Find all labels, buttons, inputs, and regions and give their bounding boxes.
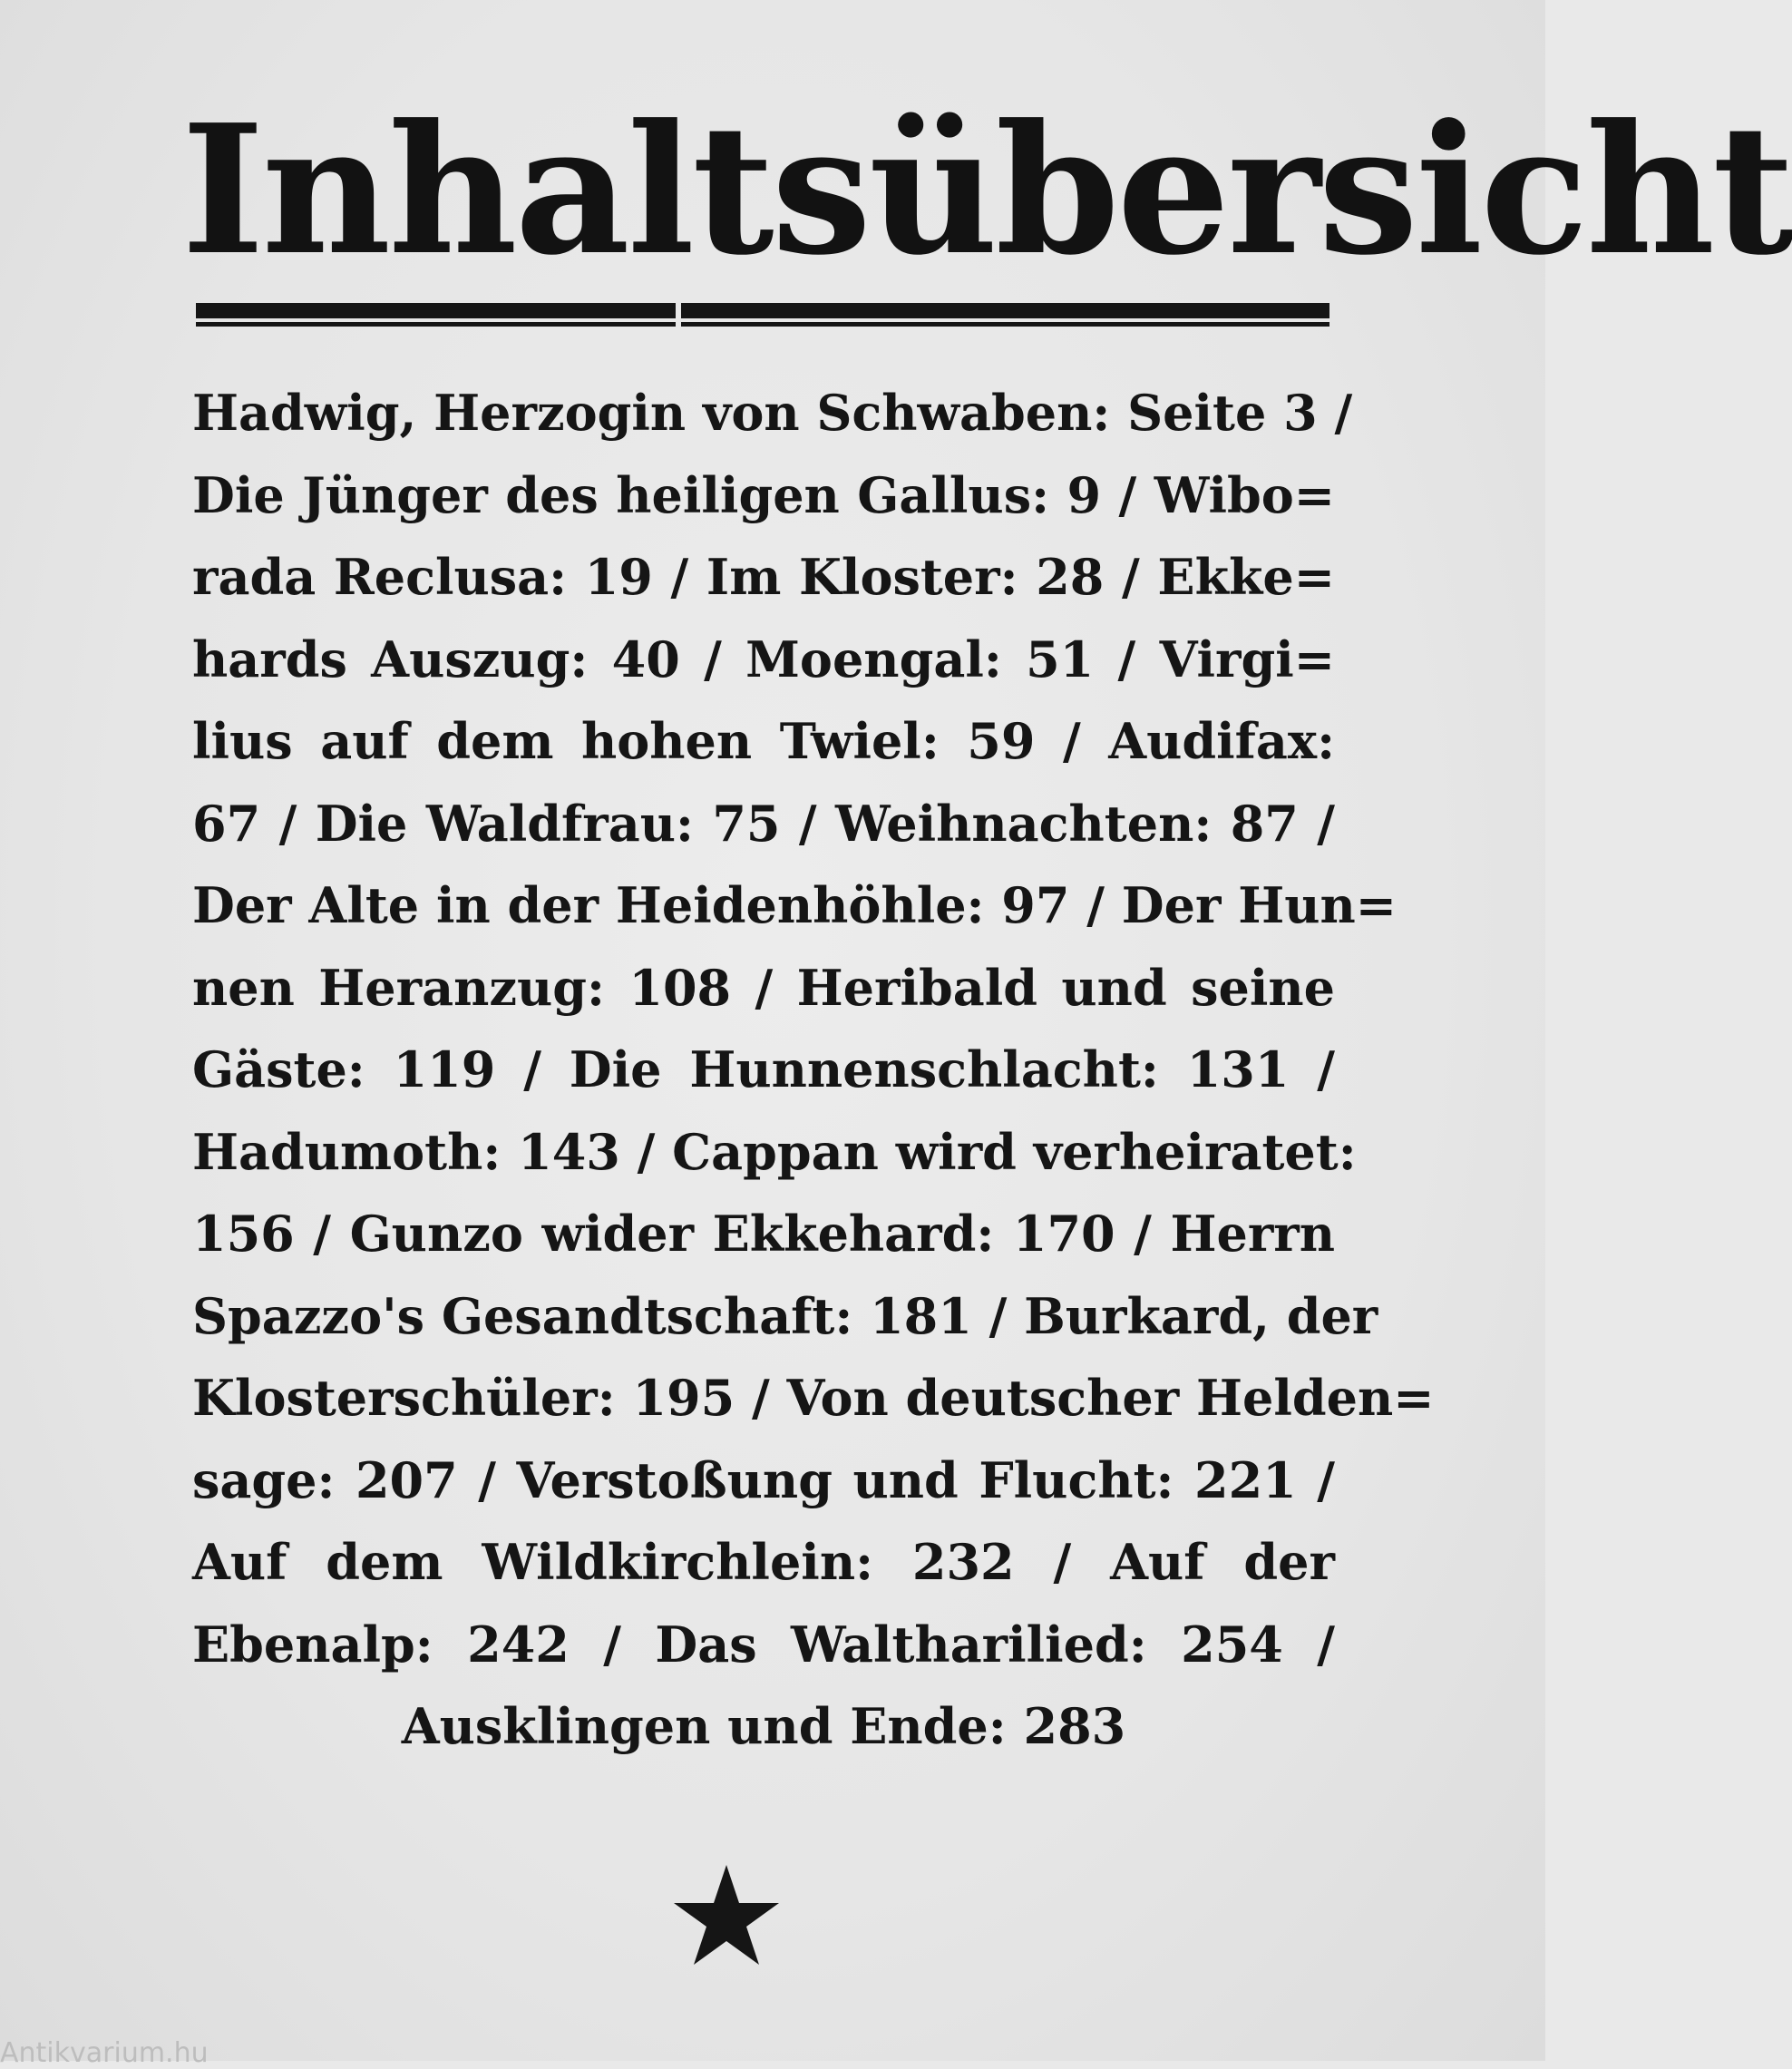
footer-watermark: Antikvarium.hu [0,2037,209,2069]
page-title: Inhaltsübersicht [181,86,1792,295]
toc-line: rada Reclusa: 19 / Im Kloster: 28 / Ekke= [192,548,1335,606]
star-icon [669,1861,784,1970]
toc-line: Auf dem Wildkirchlein: 232 / Auf der [192,1533,1335,1591]
rule-thick-line [196,303,1329,318]
toc-line: Gäste: 119 / Die Hunnenschlacht: 131 / [192,1040,1335,1098]
toc-line: sage: 207 / Verstoßung und Flucht: 221 / [192,1450,1335,1509]
toc-line: lius auf dem hohen Twiel: 59 / Audifax: [192,712,1335,770]
toc-line: 67 / Die Waldfrau: 75 / Weihnachten: 87 / [192,794,1335,853]
toc-line: Hadumoth: 143 / Cappan wird verheiratet: [192,1122,1357,1181]
toc-line: Die Jünger des heiligen Gallus: 9 / Wibo= [192,465,1335,524]
toc-line: 156 / Gunzo wider Ekkehard: 170 / Herrn [192,1205,1335,1263]
toc-line: Hadwig, Herzogin von Schwaben: Seite 3 / [192,384,1353,442]
rule-gap [676,303,681,328]
toc-line: hards Auszug: 40 / Moengal: 51 / Virgi= [192,629,1335,688]
title-rule-divider [196,303,1329,328]
toc-line: Klosterschüler: 195 / Von deutscher Helden= [192,1369,1435,1427]
toc-line: Ausklingen und Ende: 283 [401,1697,1126,1755]
table-of-contents [192,372,1435,1768]
toc-line: Der Alte in der Heidenhöhle: 97 / Der Hun= [192,876,1397,934]
toc-line: Spazzo's Gesandtschaft: 181 / Burkard, der [192,1286,1378,1345]
toc-line: nen Heranzug: 108 / Heribald und seine [192,958,1335,1017]
rule-thin-line [196,322,1329,327]
toc-line: Ebenalp: 242 / Das Waltharilied: 254 / [192,1615,1335,1674]
